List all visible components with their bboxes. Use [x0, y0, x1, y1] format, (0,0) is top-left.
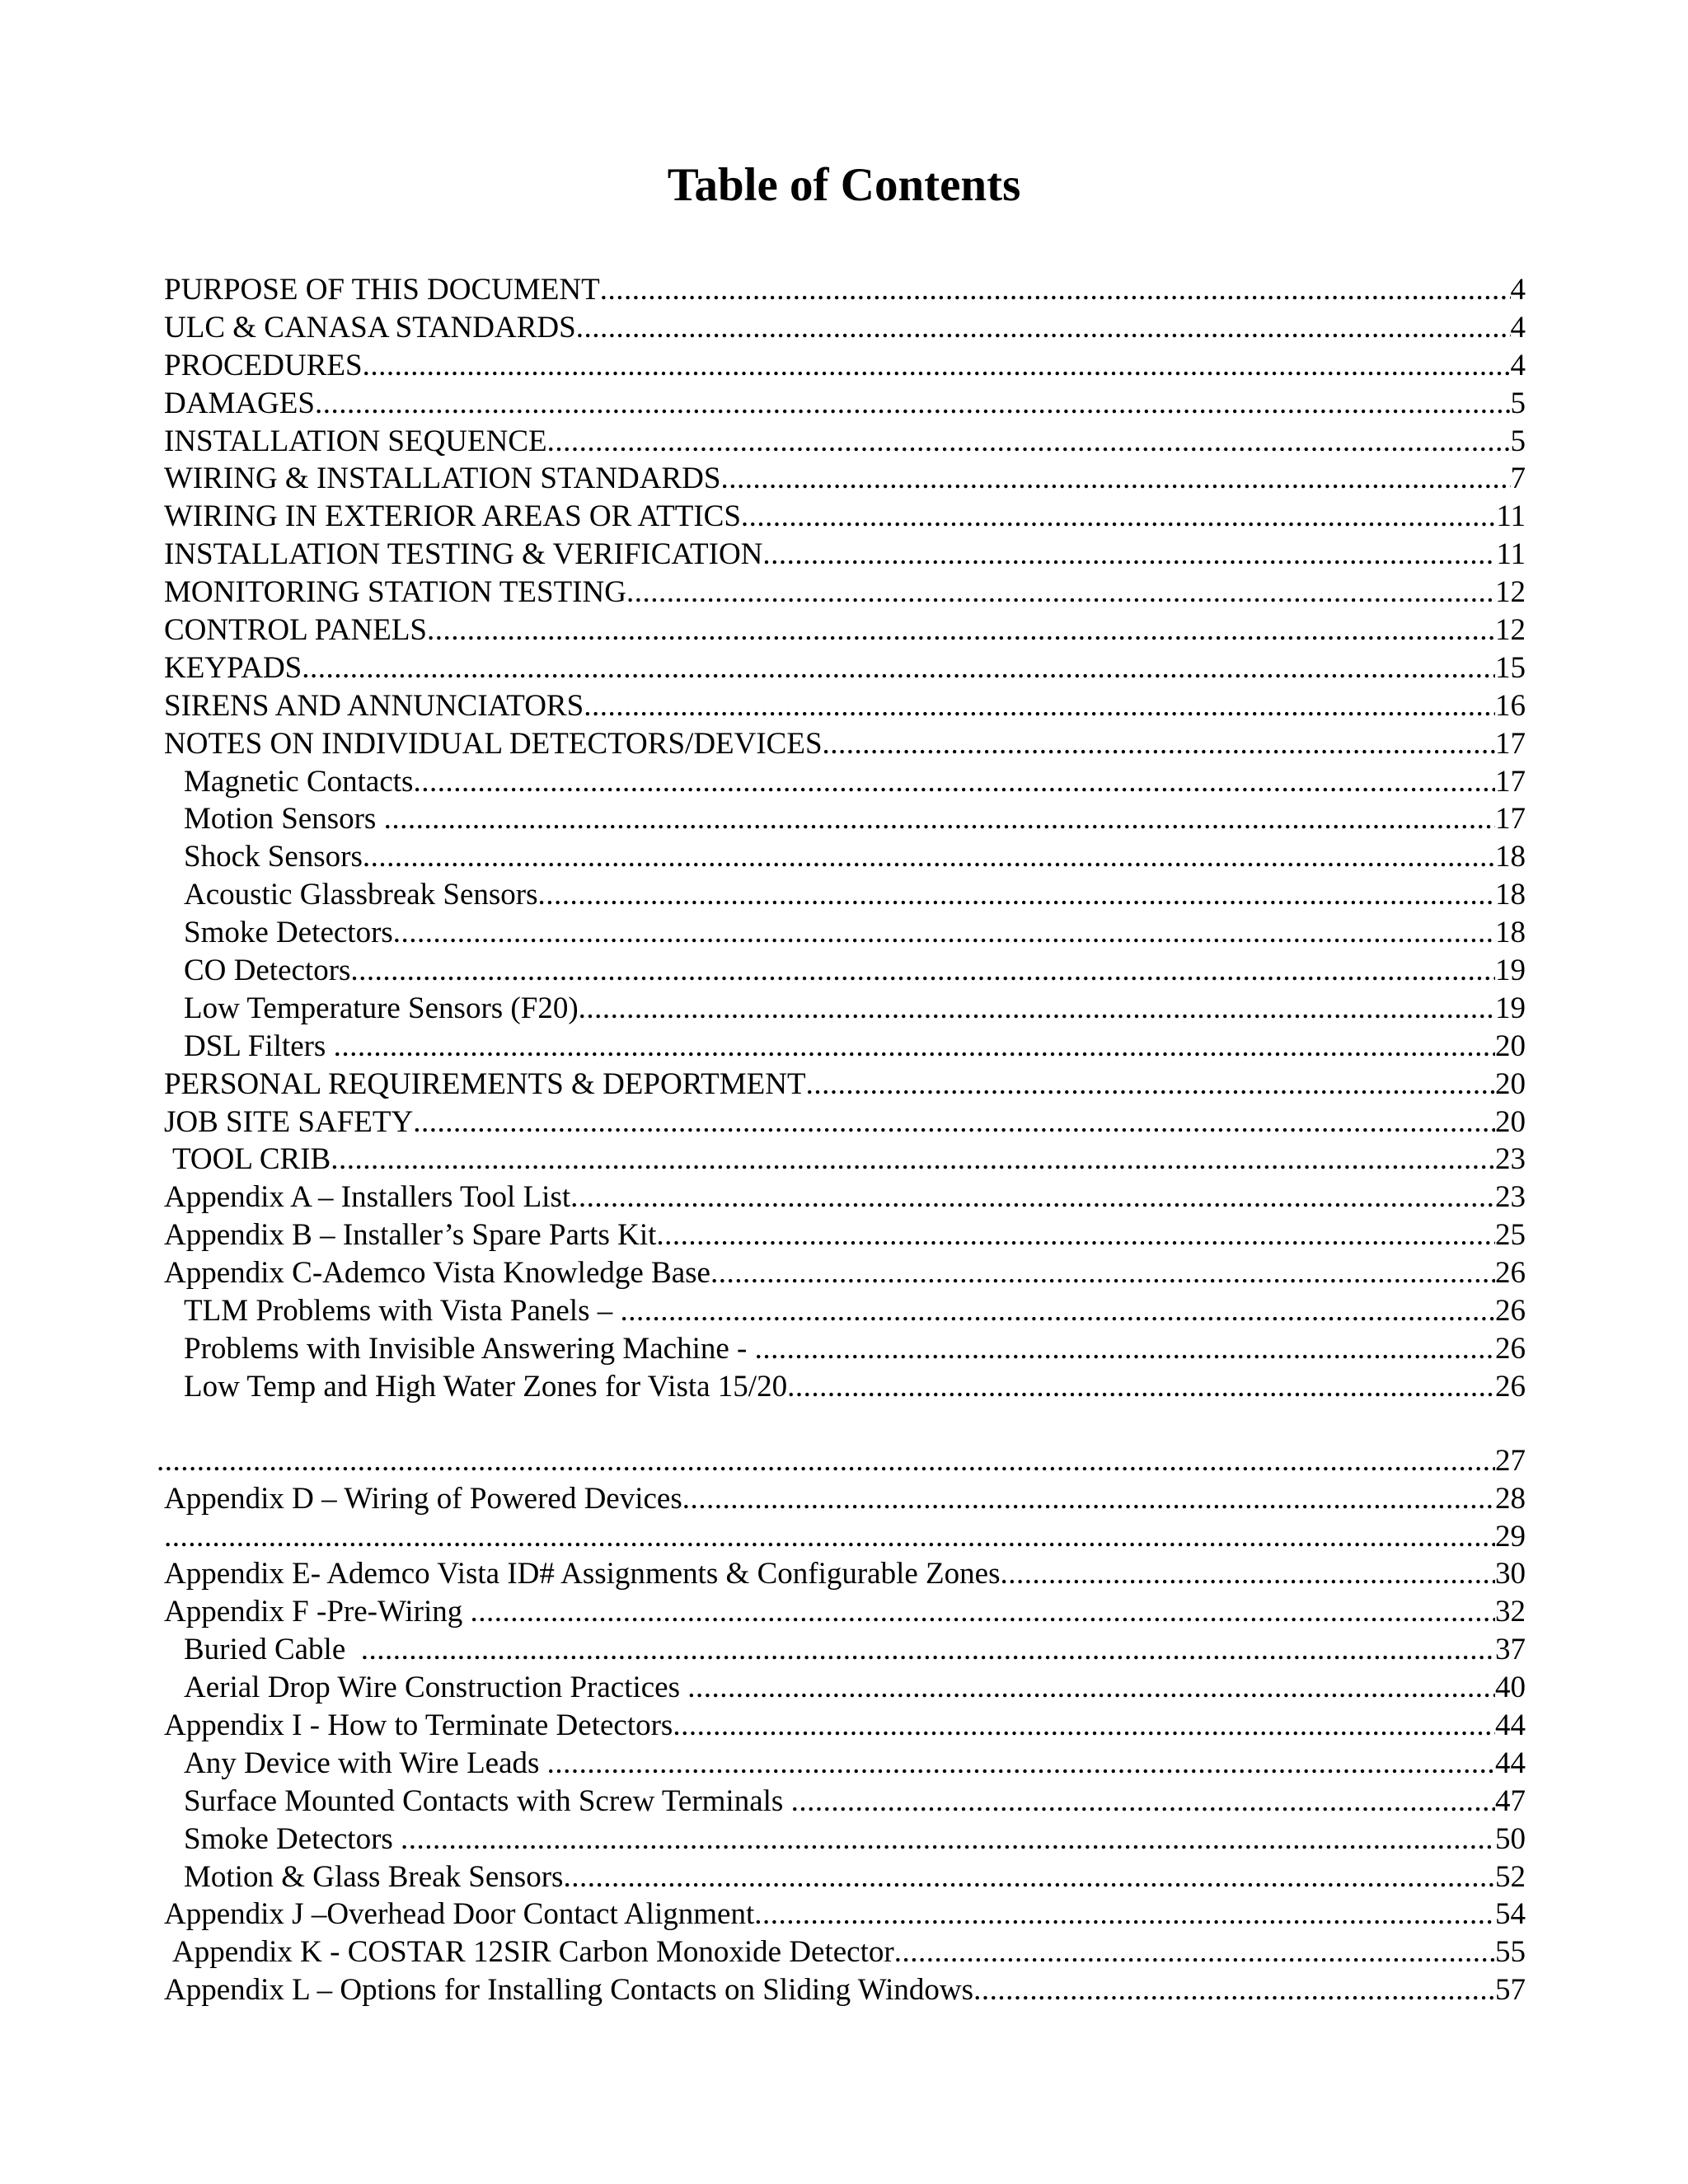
toc-entry-label: SIRENS AND ANNUNCIATORS: [164, 688, 584, 723]
toc-dot-leader: [363, 838, 1495, 876]
toc-page-number: 17: [1495, 726, 1526, 761]
toc-page-number: 5: [1510, 424, 1526, 458]
toc-entry: [164, 1555, 1526, 1593]
toc-entry: [164, 423, 1526, 461]
toc-entry: [164, 1368, 1526, 1406]
toc-entry: [164, 1330, 1526, 1368]
toc-page-number: 32: [1495, 1595, 1526, 1629]
toc-dot-leader: [579, 990, 1495, 1028]
toc-dot-leader: [600, 271, 1511, 309]
toc-entry: [164, 800, 1526, 838]
toc-entry: [164, 838, 1526, 876]
toc-page-number: 20: [1495, 1104, 1526, 1139]
toc-entry: [164, 1480, 1526, 1518]
toc-dot-leader: [576, 309, 1511, 347]
toc-entry-label: INSTALLATION SEQUENCE: [164, 424, 547, 458]
toc-dot-leader: [806, 1066, 1495, 1104]
toc-dot-leader: [673, 1707, 1495, 1745]
toc-entry: [164, 1254, 1526, 1292]
toc-page-number: 17: [1495, 802, 1526, 837]
toc-page-number: 17: [1495, 764, 1526, 799]
toc-page-number: 57: [1495, 1973, 1526, 2008]
toc-dot-leader: [741, 498, 1496, 536]
toc-dot-leader: [620, 1292, 1495, 1330]
toc-entry: [164, 536, 1526, 574]
toc-page-number: 16: [1495, 688, 1526, 723]
toc-dot-leader: [584, 687, 1495, 725]
toc-entry: [164, 1821, 1526, 1858]
toc-page-number: 11: [1496, 537, 1526, 572]
toc-page-number: 30: [1495, 1557, 1526, 1591]
toc-entry-label: ULC & CANASA STANDARDS: [164, 310, 576, 344]
toc-entry: [164, 687, 1526, 725]
toc-entry-label: Smoke Detectors: [184, 1821, 401, 1856]
toc-entry: [164, 498, 1526, 536]
toc-entry: [164, 1783, 1526, 1821]
toc-page-number: 40: [1495, 1671, 1526, 1705]
toc-dot-leader: [361, 1631, 1495, 1669]
toc-dot-leader: [563, 1858, 1495, 1896]
toc-entry-label: DAMAGES: [164, 386, 315, 420]
toc-entry-label: CO Detectors: [184, 954, 351, 988]
toc-page-number: 12: [1495, 613, 1526, 648]
toc-dot-leader: [656, 1216, 1495, 1254]
toc-page-number: 4: [1510, 310, 1526, 344]
toc-dot-leader: [823, 725, 1495, 763]
toc-dot-leader: [754, 1896, 1495, 1933]
toc-entry-label: TLM Problems with Vista Panels –: [184, 1294, 621, 1329]
toc-page-number: 12: [1495, 575, 1526, 610]
toc-dot-leader: [334, 1028, 1495, 1066]
toc-entry-label: Surface Mounted Contacts with Screw Terminals: [184, 1783, 791, 1818]
toc-entry: [164, 385, 1526, 423]
toc-entry: [164, 1933, 1526, 1971]
toc-entry-label: Appendix D – Wiring of Powered Devices: [164, 1481, 682, 1516]
toc-entry: [164, 271, 1526, 309]
toc-entry: [164, 1745, 1526, 1783]
toc-entry-label: KEYPADS: [164, 650, 302, 685]
toc-page-number: 7: [1510, 462, 1526, 496]
toc-entry-label: Motion & Glass Break Sensors: [184, 1859, 564, 1894]
toc-entry: [164, 1066, 1526, 1104]
toc-entry-label: Acoustic Glassbreak Sensors: [184, 878, 538, 912]
toc-page-number: 25: [1495, 1218, 1526, 1253]
toc-entry: [164, 1292, 1526, 1330]
toc-dot-leader: [538, 876, 1495, 914]
toc-page-number: 52: [1495, 1859, 1526, 1894]
toc-page-number: 18: [1495, 840, 1526, 874]
toc-entry-label: JOB SITE SAFETY: [164, 1104, 414, 1139]
toc-page-number: 26: [1495, 1256, 1526, 1291]
toc-entry: [164, 1971, 1526, 2009]
toc-page-number: 47: [1495, 1783, 1526, 1818]
toc-entry-label: MONITORING STATION TESTING: [164, 575, 626, 610]
toc-dot-leader: [787, 1368, 1495, 1406]
toc-dot-leader: [413, 763, 1495, 801]
toc-entry: [164, 990, 1526, 1028]
toc-page-number: 4: [1510, 348, 1526, 382]
toc-page-number: 11: [1496, 499, 1526, 534]
toc-entry: [164, 1216, 1526, 1254]
toc-page-number: 26: [1495, 1331, 1526, 1366]
toc-entry: [164, 347, 1526, 385]
toc-entry: [157, 1442, 1526, 1480]
toc-entry: [164, 649, 1526, 687]
toc-dot-leader: [762, 536, 1496, 574]
toc-entry-label: Any Device with Wire Leads: [184, 1746, 547, 1780]
toc-entry-label: Motion Sensors: [184, 802, 384, 837]
toc-entry-label: Appendix J –Overhead Door Contact Alignment: [164, 1897, 755, 1932]
toc-entry-label: Aerial Drop Wire Construction Practices: [184, 1671, 688, 1705]
toc-entry: [164, 1631, 1526, 1669]
toc-entry: [164, 1028, 1526, 1066]
toc-entry-label: NOTES ON INDIVIDUAL DETECTORS/DEVICES: [164, 726, 823, 761]
toc-page-number: 44: [1495, 1746, 1526, 1780]
toc-page-number: 50: [1495, 1821, 1526, 1856]
toc-page-number: 5: [1510, 386, 1526, 420]
toc-entry-label: DSL Filters: [184, 1029, 334, 1063]
toc-dot-leader: [157, 1442, 1495, 1480]
toc-entry: [164, 1179, 1526, 1216]
toc-entry-label: Appendix F -Pre-Wiring: [164, 1595, 471, 1629]
toc-entry-label: PROCEDURES: [164, 348, 363, 382]
toc-dot-leader: [687, 1669, 1495, 1707]
toc-dot-leader: [570, 1179, 1495, 1216]
toc-entry: [164, 1707, 1526, 1745]
toc-dot-leader: [894, 1933, 1495, 1971]
table-of-contents: [164, 271, 1526, 2009]
toc-page-number: 19: [1495, 991, 1526, 1025]
toc-entry: [164, 1858, 1526, 1896]
toc-entry-label: Appendix B – Installer’s Spare Parts Kit: [164, 1218, 657, 1253]
toc-entry-label: Magnetic Contacts: [184, 764, 414, 799]
toc-entry-label: Low Temp and High Water Zones for Vista 15/20: [184, 1369, 788, 1404]
toc-dot-leader: [384, 800, 1495, 838]
toc-entry: [164, 1669, 1526, 1707]
toc-entry: [164, 460, 1526, 498]
toc-dot-leader: [363, 347, 1511, 385]
toc-page-number: 18: [1495, 916, 1526, 950]
toc-dot-leader: [401, 1821, 1495, 1858]
toc-page-number: 26: [1495, 1369, 1526, 1404]
toc-entry-label: Appendix I - How to Terminate Detectors: [164, 1708, 673, 1742]
toc-entry-label: WIRING IN EXTERIOR AREAS OR ATTICS: [164, 499, 741, 534]
toc-dot-leader: [164, 1518, 1495, 1556]
toc-dot-leader: [350, 952, 1495, 990]
toc-entry-label: Shock Sensors: [184, 840, 363, 874]
toc-entry-label: Appendix K - COSTAR 12SIR Carbon Monoxide Detector: [172, 1935, 894, 1970]
toc-dot-leader: [315, 385, 1511, 423]
toc-dot-leader: [791, 1783, 1495, 1821]
toc-entry-label: WIRING & INSTALLATION STANDARDS: [164, 462, 721, 496]
toc-entry-label: Smoke Detectors: [184, 916, 393, 950]
toc-page-number: 55: [1495, 1935, 1526, 1970]
toc-dot-leader: [302, 649, 1495, 687]
toc-entry-label: INSTALLATION TESTING & VERIFICATION: [164, 537, 763, 572]
toc-page-number: 27: [1495, 1443, 1526, 1478]
toc-entry-label: CONTROL PANELS: [164, 613, 427, 648]
toc-page-number: 15: [1495, 650, 1526, 685]
toc-page-number: 28: [1495, 1481, 1526, 1516]
toc-entry: [164, 1593, 1526, 1631]
toc-entry: [164, 1141, 1526, 1179]
toc-dot-leader: [682, 1480, 1495, 1518]
toc-entry: [164, 309, 1526, 347]
toc-entry: [164, 1104, 1526, 1141]
toc-entry: [164, 1896, 1526, 1933]
toc-dot-leader: [547, 1745, 1495, 1783]
toc-page-number: 4: [1510, 273, 1526, 307]
toc-dot-leader: [393, 914, 1495, 952]
toc-entry: [164, 952, 1526, 990]
toc-entry-label: Appendix L – Options for Installing Contacts on Sliding Windows: [164, 1973, 974, 2008]
toc-entry: [164, 612, 1526, 649]
toc-entry: [164, 725, 1526, 763]
toc-page-number: 29: [1495, 1519, 1526, 1554]
page-title: Table of Contents: [667, 159, 1021, 211]
toc-entry: [164, 763, 1526, 801]
toc-dot-leader: [413, 1104, 1495, 1141]
toc-page-number: 20: [1495, 1066, 1526, 1101]
toc-entry-label: Buried Cable: [184, 1633, 361, 1667]
toc-dot-leader: [547, 423, 1511, 461]
toc-entry-label: Problems with Invisible Answering Machine -: [184, 1331, 755, 1366]
toc-page-number: 44: [1495, 1708, 1526, 1742]
toc-dot-leader: [1000, 1555, 1495, 1593]
toc-entry-label: TOOL CRIB: [172, 1142, 331, 1177]
toc-entry: [164, 876, 1526, 914]
toc-page-number: 23: [1495, 1142, 1526, 1177]
toc-entry-label: PERSONAL REQUIREMENTS & DEPORTMENT: [164, 1066, 806, 1101]
toc-dot-leader: [471, 1593, 1495, 1631]
toc-entry: [164, 574, 1526, 612]
toc-page-number: 19: [1495, 954, 1526, 988]
toc-dot-leader: [755, 1330, 1495, 1368]
toc-page-number: 20: [1495, 1029, 1526, 1063]
toc-page-number: 37: [1495, 1633, 1526, 1667]
toc-dot-leader: [973, 1971, 1495, 2009]
toc-page-number: 26: [1495, 1294, 1526, 1329]
toc-page-number: 54: [1495, 1897, 1526, 1932]
toc-page-number: 18: [1495, 878, 1526, 912]
toc-dot-leader: [626, 574, 1495, 612]
toc-dot-leader: [720, 460, 1510, 498]
toc-dot-leader: [331, 1141, 1495, 1179]
toc-dot-leader: [710, 1254, 1495, 1292]
toc-entry-label: Appendix A – Installers Tool List: [164, 1180, 571, 1215]
toc-page-number: 23: [1495, 1180, 1526, 1215]
toc-entry: [164, 1518, 1526, 1556]
toc-entry: [164, 914, 1526, 952]
toc-dot-leader: [427, 612, 1495, 649]
toc-entry-label: Appendix E- Ademco Vista ID# Assignments & Configurable Zones: [164, 1557, 1001, 1591]
toc-entry-label: Low Temperature Sensors (F20): [184, 991, 579, 1025]
toc-entry-label: Appendix C-Ademco Vista Knowledge Base: [164, 1256, 710, 1291]
toc-entry-label: PURPOSE OF THIS DOCUMENT: [164, 273, 600, 307]
